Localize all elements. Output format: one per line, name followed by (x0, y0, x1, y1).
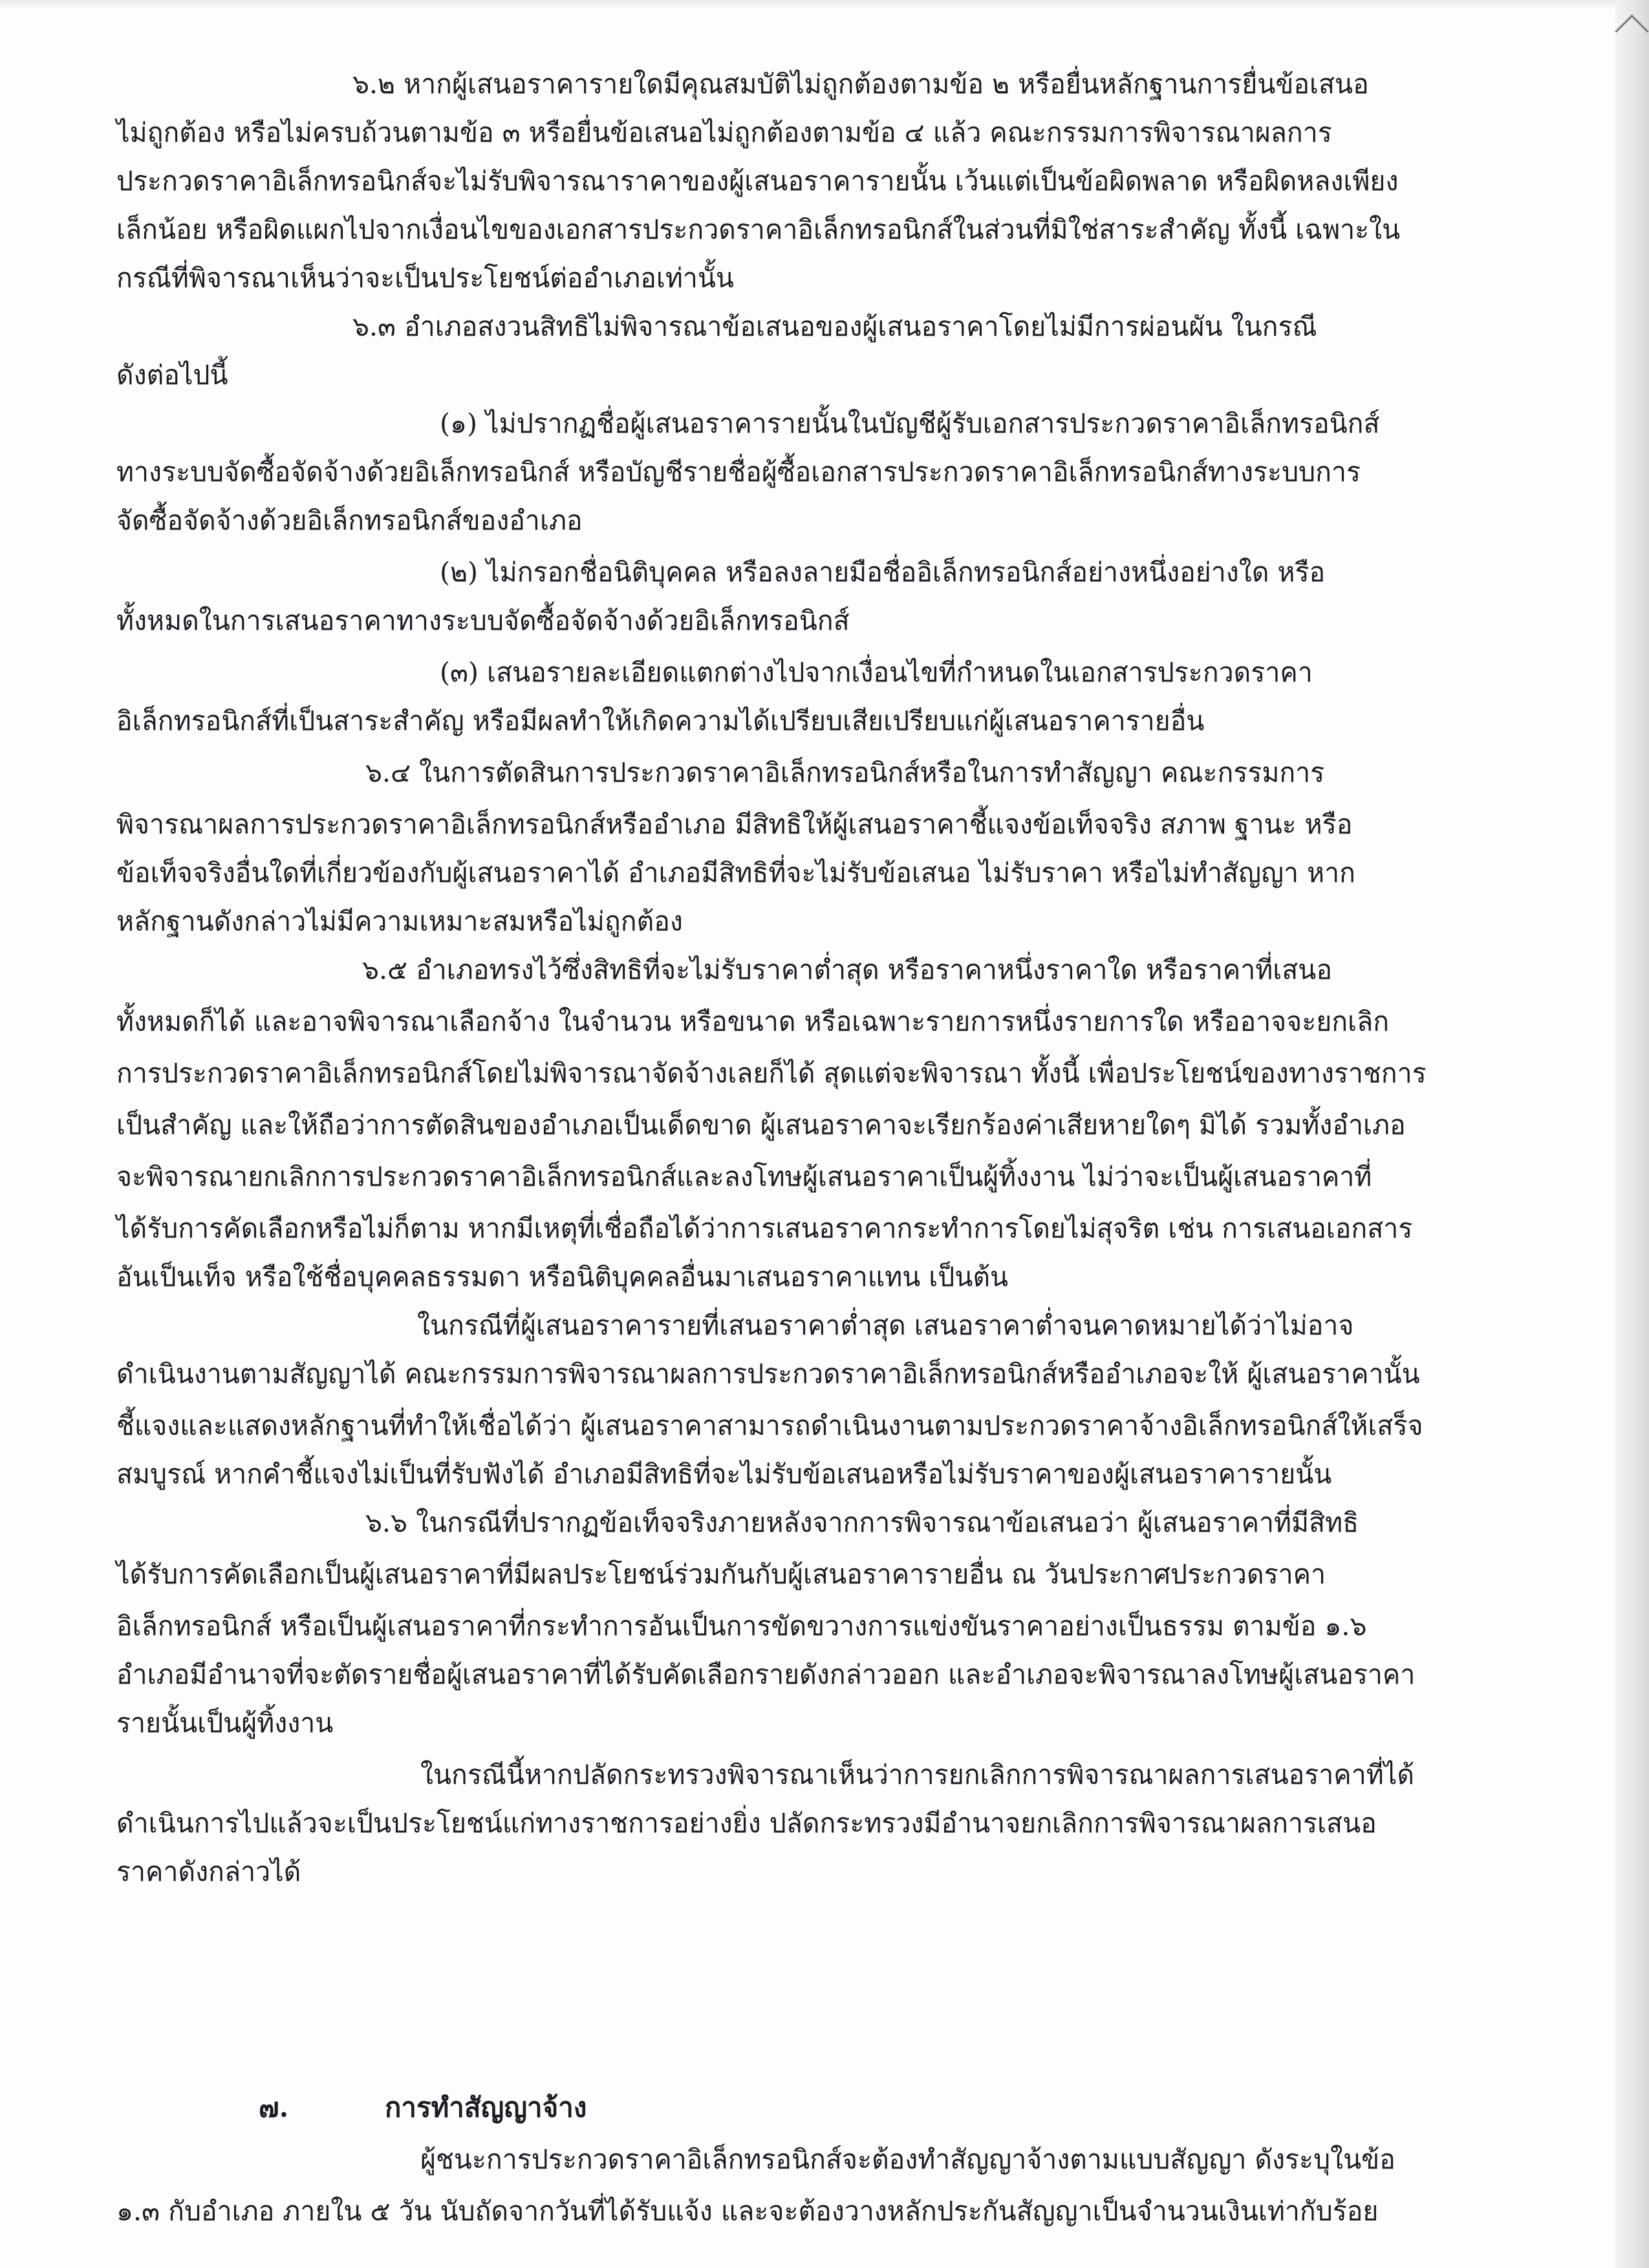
s65-line-7: อันเป็นเท็จ หรือใช้ชื่อบุคคลธรรมดา หรือนิติบุคคลอื่นมาเสนอราคาแทน เป็นต้น (116, 1261, 1009, 1292)
s65-line-6: ได้รับการคัดเลือกหรือไม่ก็ตาม หากมีเหตุที่เชื่อถือได้ว่าการเสนอราคากระทำการโดยไม่สุจริต เช่น การเสนอเอกสาร (116, 1213, 1413, 1244)
s62-line-2: ไม่ถูกต้อง หรือไม่ครบถ้วนตามข้อ ๓ หรือยื่นข้อเสนอไม่ถูกต้องตามข้อ ๔ แล้ว คณะกรรมการพิจารณาผลการ (116, 117, 1332, 148)
s66-para2-line-3: ราคาดังกล่าวได้ (116, 1856, 301, 1887)
s65-line-3: การประกวดราคาอิเล็กทรอนิกส์โดยไม่พิจารณาจัดจ้างเลยก็ได้ สุดแต่จะพิจารณา ทั้งนี้ เพื่อประโยชน์ของทางราชการ (116, 1058, 1427, 1089)
s64-line-3: ข้อเท็จจริงอื่นใดที่เกี่ยวข้องกับผู้เสนอราคาได้ อำเภอมีสิทธิที่จะไม่รับข้อเสนอ ไม่รับราคา หรือไม่ทำสัญญา หาก (116, 857, 1355, 888)
s63-item-3-line-2: อิเล็กทรอนิกส์ที่เป็นสาระสำคัญ หรือมีผลทำให้เกิดความได้เปรียบเสียเปรียบแก่ผู้เสนอราคารายอื่น (116, 705, 1205, 736)
s62-line-1: ๖.๒ หากผู้เสนอราคารายใดมีคุณสมบัติไม่ถูกต้องตามข้อ ๒ หรือยื่นหลักฐานการยื่นข้อเสนอ (352, 69, 1369, 100)
s7-line-2: ๑.๓ กับอำเภอ ภายใน ๕ วัน นับถัดจากวันที่ได้รับแจ้ง และจะต้องวางหลักประกันสัญญาเป็นจำนวนเงินเท่ากับร้อย (116, 2196, 1379, 2227)
s66-line-4: อำเภอมีอำนาจที่จะตัดรายชื่อผู้เสนอราคาที่ได้รับคัดเลือกรายดังกล่าวออก และอำเภอจะพิจารณาลงโทษผู้เสนอราคา (116, 1659, 1416, 1690)
s65-line-5: จะพิจารณายกเลิกการประกวดราคาอิเล็กทรอนิกส์และลงโทษผู้เสนอราคาเป็นผู้ทิ้งงาน ไม่ว่าจะเป็นผู้เสนอราคาที่ (116, 1161, 1372, 1192)
s66-line-3: อิเล็กทรอนิกส์ หรือเป็นผู้เสนอราคาที่กระทำการอันเป็นการขัดขวางการแข่งขันราคาอย่างเป็นธรรม ตามข้อ ๑.๖ (116, 1610, 1367, 1642)
s7-line-1: ผู้ชนะการประกวดราคาอิเล็กทรอนิกส์จะต้องทำสัญญาจ้างตามแบบสัญญา ดังระบุในข้อ (420, 2144, 1396, 2175)
s64-line-2: พิจารณาผลการประกวดราคาอิเล็กทรอนิกส์หรืออำเภอ มีสิทธิให้ผู้เสนอราคาชี้แจงข้อเท็จจริง สภาพ ฐานะ หรือ (116, 809, 1353, 840)
s63-item-3-line-1: (๓) เสนอรายละเอียดแตกต่างไปจากเงื่อนไขที่กำหนดในเอกสารประกวดราคา (440, 657, 1313, 688)
section-7-number: ๗. (259, 2091, 289, 2123)
s66-para2-line-2: ดำเนินการไปแล้วจะเป็นประโยชน์แก่ทางราชการอย่างยิ่ง ปลัดกระทรวงมีอำนาจยกเลิกการพิจารณาผลการเสนอ (116, 1808, 1377, 1839)
s65-para2-line-4: สมบูรณ์ หากคำชี้แจงไม่เป็นที่รับฟังได้ อำเภอมีสิทธิที่จะไม่รับข้อเสนอหรือไม่รับราคาของผู้เสนอราคารายนั้น (116, 1459, 1332, 1490)
s62-line-3: ประกวดราคาอิเล็กทรอนิกส์จะไม่รับพิจารณาราคาของผู้เสนอราคารายนั้น เว้นแต่เป็นข้อผิดพลาด หรือผิดหลงเพียง (116, 166, 1399, 197)
s66-line-5: รายนั้นเป็นผู้ทิ้งงาน (116, 1707, 334, 1738)
s63-line-1: ๖.๓ อำเภอสงวนสิทธิไม่พิจารณาข้อเสนอของผู้เสนอราคาโดยไม่มีการผ่อนผัน ในกรณี (352, 311, 1317, 342)
s63-item-2-line-1: (๒) ไม่กรอกชื่อนิติบุคคล หรือลงลายมือชื่ออิเล็กทรอนิกส์อย่างหนึ่งอย่างใด หรือ (440, 557, 1326, 588)
s64-line-1: ๖.๔ ในการตัดสินการประกวดราคาอิเล็กทรอนิกส์หรือในการทำสัญญา คณะกรรมการ (365, 757, 1325, 788)
s66-para2-line-1: ในกรณีนี้หากปลัดกระทรวงพิจารณาเห็นว่าการยกเลิกการพิจารณาผลการเสนอราคาที่ได้ (420, 1759, 1414, 1790)
s63-line-2: ดังต่อไปนี้ (116, 359, 228, 390)
scan-edge-top (0, 0, 1649, 9)
s63-item-1-line-1: (๑) ไม่ปรากฏชื่อผู้เสนอราคารายนั้นในบัญชีผู้รับเอกสารประกวดราคาอิเล็กทรอนิกส์ (440, 408, 1380, 439)
s65-para2-line-2: ดำเนินงานตามสัญญาได้ คณะกรรมการพิจารณาผลการประกวดราคาอิเล็กทรอนิกส์หรืออำเภอจะให้ ผู้เสนอราคานั้น (116, 1358, 1420, 1389)
s66-line-1: ๖.๖ ในกรณีที่ปรากฏข้อเท็จจริงภายหลังจากการพิจารณาข้อเสนอว่า ผู้เสนอราคาที่มีสิทธิ (365, 1507, 1359, 1538)
s65-para2-line-3: ชี้แจงและแสดงหลักฐานที่ทำให้เชื่อได้ว่า ผู้เสนอราคาสามารถดำเนินงานตามประกวดราคาจ้างอิเล็กทรอนิกส์ให้เสร็จ (116, 1410, 1423, 1441)
s65-line-2: ทั้งหมดก็ได้ และอาจพิจารณาเลือกจ้าง ในจำนวน หรือขนาด หรือเฉพาะรายการหนึ่งรายการใด หรืออาจจะยกเลิก (116, 1006, 1390, 1037)
scan-edge-right (1615, 0, 1649, 2268)
s65-para2-line-1: ในกรณีที่ผู้เสนอราคารายที่เสนอราคาต่ำสุด เสนอราคาต่ำจนคาดหมายได้ว่าไม่อาจ (417, 1310, 1354, 1341)
s65-line-1: ๖.๕ อำเภอทรงไว้ซึ่งสิทธิที่จะไม่รับราคาต่ำสุด หรือราคาหนึ่งราคาใด หรือราคาที่เสนอ (362, 954, 1332, 985)
s65-line-4: เป็นสำคัญ และให้ถือว่าการตัดสินของอำเภอเป็นเด็ดขาด ผู้เสนอราคาจะเรียกร้องค่าเสียหายใดๆ มิได้ รวมทั้งอำเภอ (116, 1109, 1406, 1140)
s63-item-1-line-3: จัดซื้อจัดจ้างด้วยอิเล็กทรอนิกส์ของอำเภอ (116, 505, 583, 536)
section-7-title: การทำสัญญาจ้าง (385, 2091, 587, 2123)
s66-line-2: ได้รับการคัดเลือกเป็นผู้เสนอราคาที่มีผลประโยชน์ร่วมกันกับผู้เสนอราคารายอื่น ณ วันประกาศประกวดราคา (116, 1559, 1326, 1590)
s62-line-4: เล็กน้อย หรือผิดแผกไปจากเงื่อนไขของเอกสารประกวดราคาอิเล็กทรอนิกส์ในส่วนที่มิใช่สาระสำคัญ ทั้งนี้ เฉพาะใน (116, 214, 1401, 245)
s62-line-5: กรณีที่พิจารณาเห็นว่าจะเป็นประโยชน์ต่ออำเภอเท่านั้น (116, 262, 734, 294)
s63-item-1-line-2: ทางระบบจัดซื้อจัดจ้างด้วยอิเล็กทรอนิกส์ หรือบัญชีรายชื่อผู้ซื้อเอกสารประกวดราคาอิเล็กทรอนิกส์ทางระบบการ (116, 456, 1361, 487)
s63-item-2-line-2: ทั้งหมดในการเสนอราคาทางระบบจัดซื้อจัดจ้างด้วยอิเล็กทรอนิกส์ (116, 605, 850, 636)
s64-line-4: หลักฐานดังกล่าวไม่มีความเหมาะสมหรือไม่ถูกต้อง (116, 906, 683, 937)
